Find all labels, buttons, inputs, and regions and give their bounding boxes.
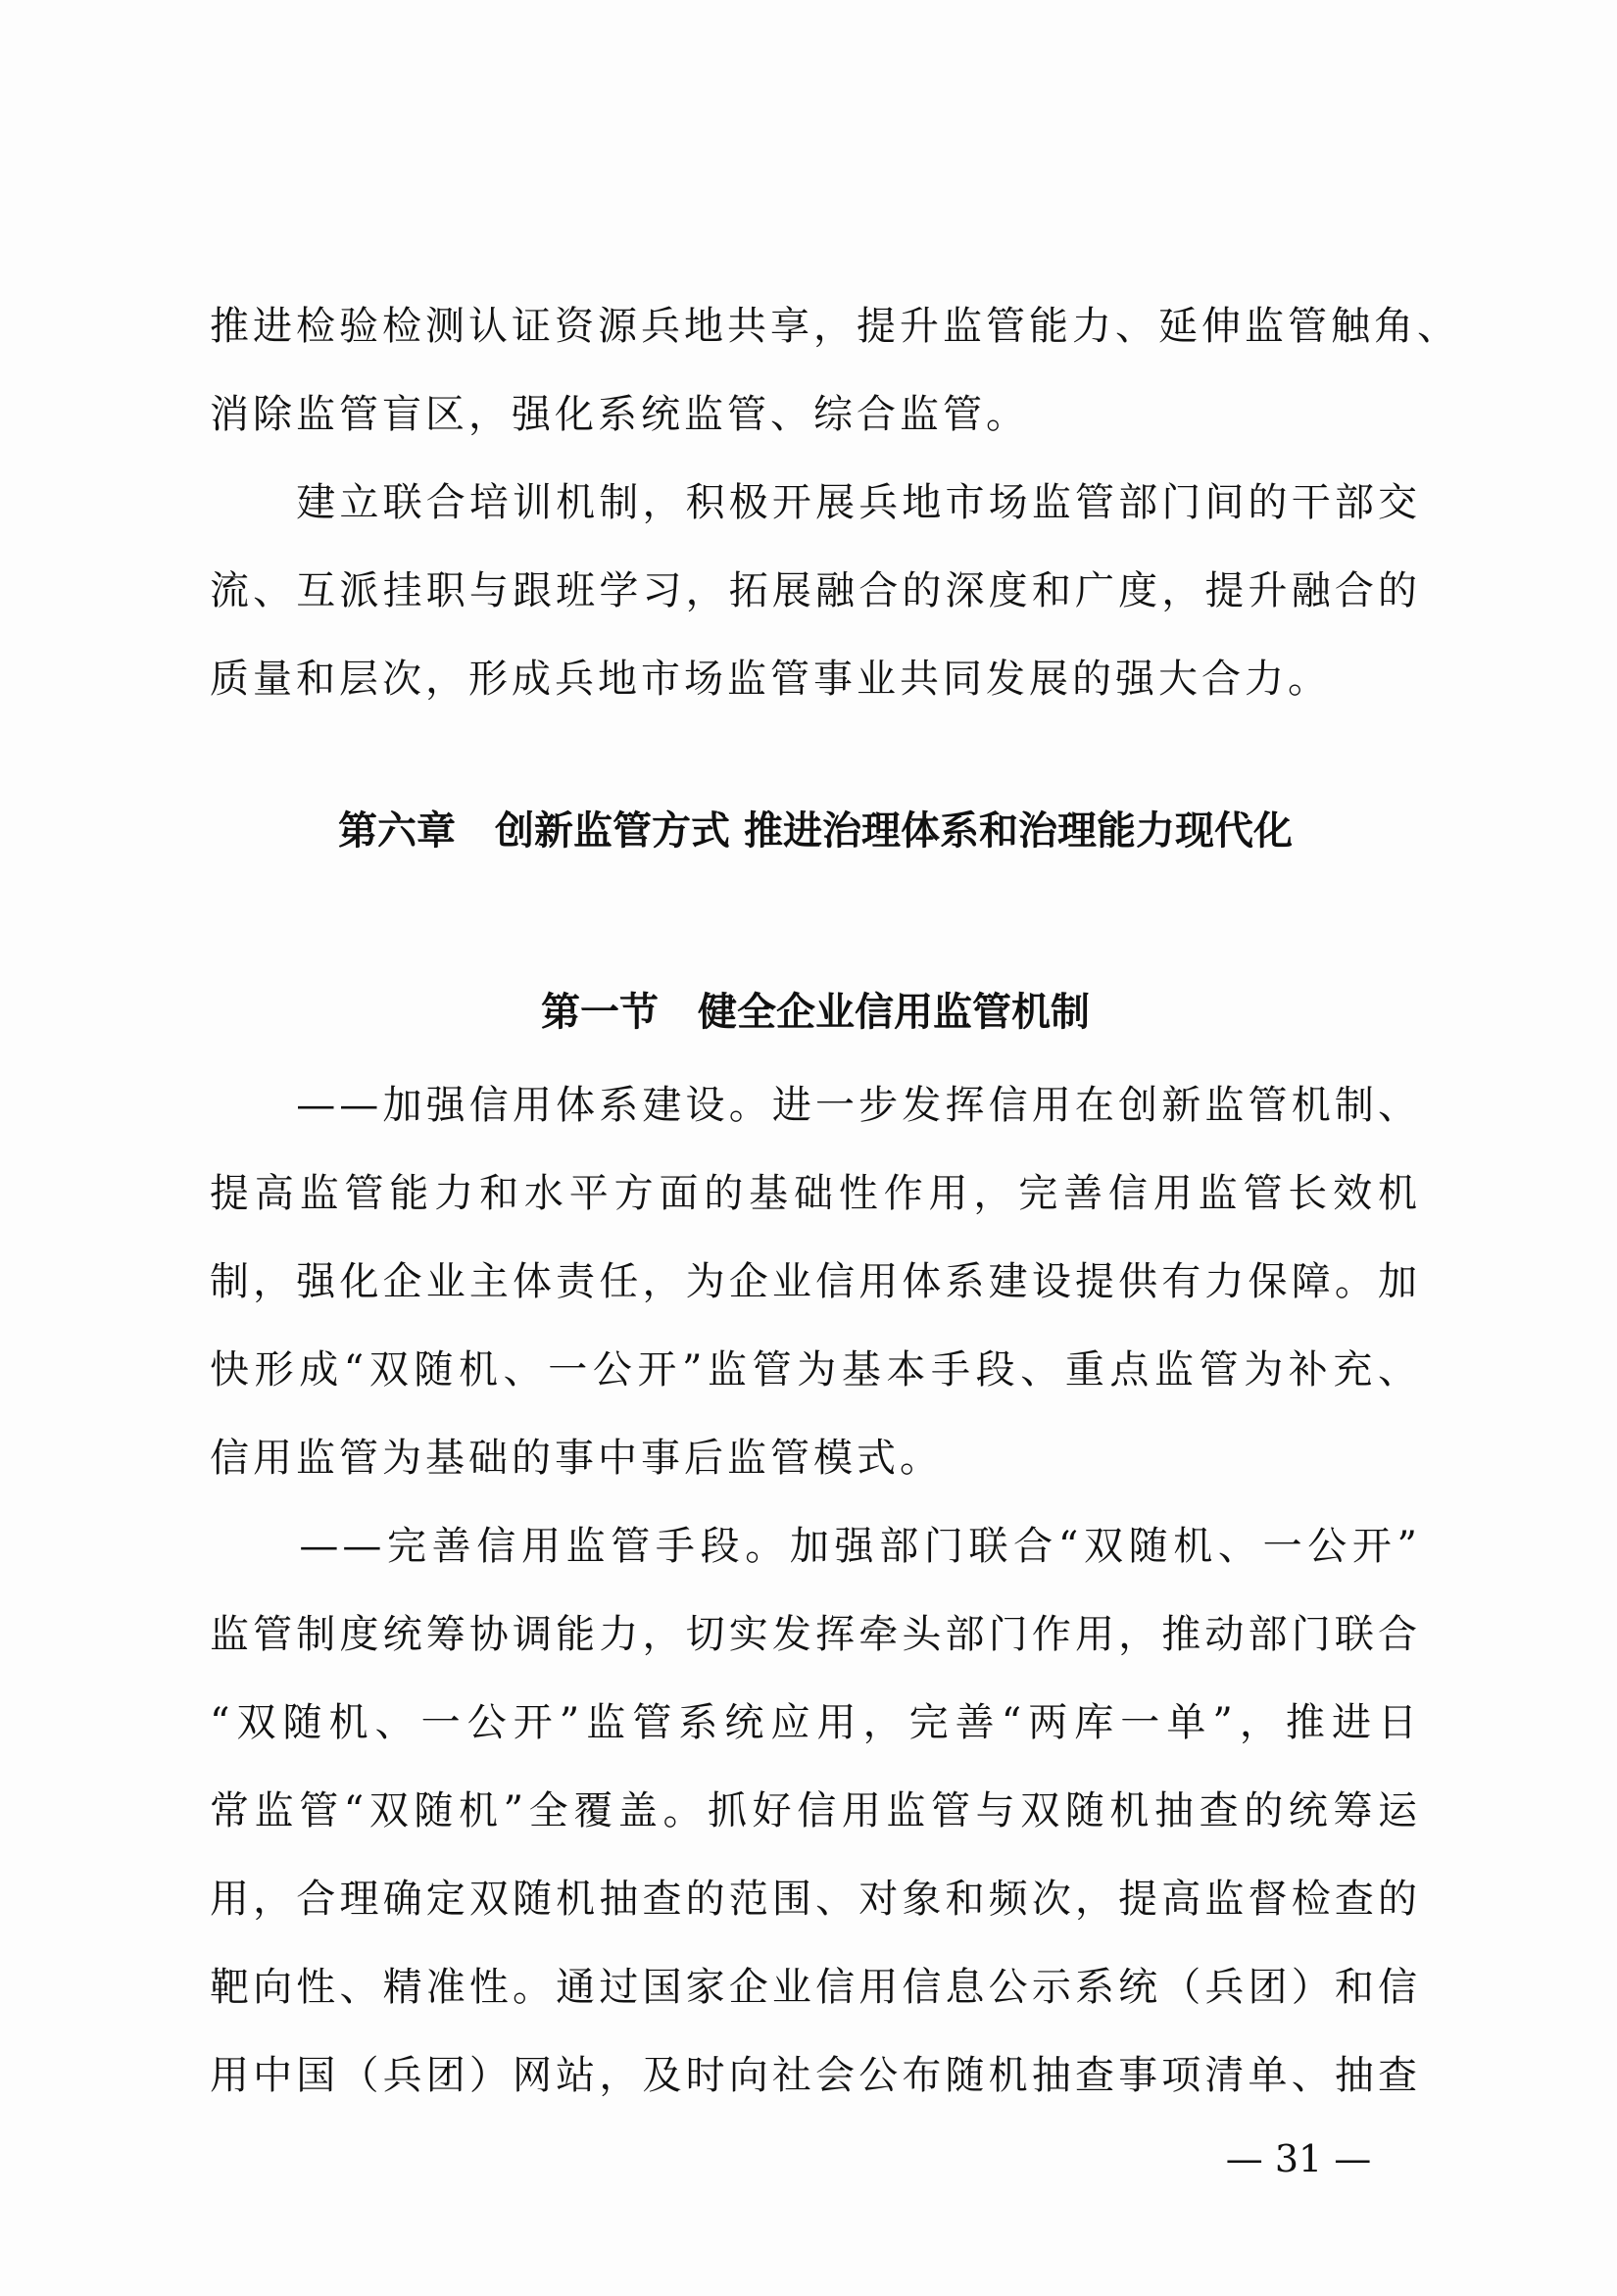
chapter-title: 第六章 创新监管方式 推进治理体系和治理能力现代化	[338, 808, 1293, 854]
paragraph-line: 用，合理确定双随机抽查的范围、对象和频次，提高监督检查的	[210, 1877, 1421, 1922]
section-title: 第一节 健全企业信用监管机制	[541, 989, 1090, 1035]
paragraph-line: 消除监管盲区，强化系统监管、综合监管。	[210, 392, 1029, 437]
paragraph-line: 质量和层次，形成兵地市场监管事业共同发展的强大合力。	[210, 657, 1331, 702]
paragraph-line: 用中国（兵团）网站，及时向社会公布随机抽查事项清单、抽查	[210, 2053, 1421, 2098]
paragraph-line: “双随机、一公开”监管系统应用，完善“两库一单”，推进日	[210, 1700, 1421, 1745]
paragraph-line: 建立联合培训机制，积极开展兵地市场监管部门间的干部交	[210, 480, 1421, 525]
paragraph-line: 推进检验检测认证资源兵地共享，提升监管能力、延伸监管触角、	[210, 304, 1460, 349]
paragraph-line: ——加强信用体系建设。进一步发挥信用在创新监管机制、	[210, 1083, 1421, 1128]
paragraph-line: ——完善信用监管手段。加强部门联合“双随机、一公开”	[210, 1524, 1421, 1569]
paragraph-line: 流、互派挂职与跟班学习，拓展融合的深度和广度，提升融合的	[210, 568, 1421, 613]
paragraph-line: 监管制度统筹协调能力，切实发挥牵头部门作用，推动部门联合	[210, 1612, 1421, 1657]
paragraph-line: 快形成“双随机、一公开”监管为基本手段、重点监管为补充、	[210, 1347, 1421, 1392]
paragraph-line: 制，强化企业主体责任，为企业信用体系建设提供有力保障。加	[210, 1259, 1421, 1304]
paragraph-line: 常监管“双随机”全覆盖。抓好信用监管与双随机抽查的统筹运	[210, 1788, 1421, 1833]
page-number: — 31 —	[1225, 2137, 1372, 2180]
paragraph-line: 信用监管为基础的事中事后监管模式。	[210, 1436, 943, 1481]
paragraph-line: 提高监管能力和水平方面的基础性作用，完善信用监管长效机	[210, 1171, 1421, 1216]
paragraph-line: 靶向性、精准性。通过国家企业信用信息公示系统（兵团）和信	[210, 1965, 1421, 2010]
